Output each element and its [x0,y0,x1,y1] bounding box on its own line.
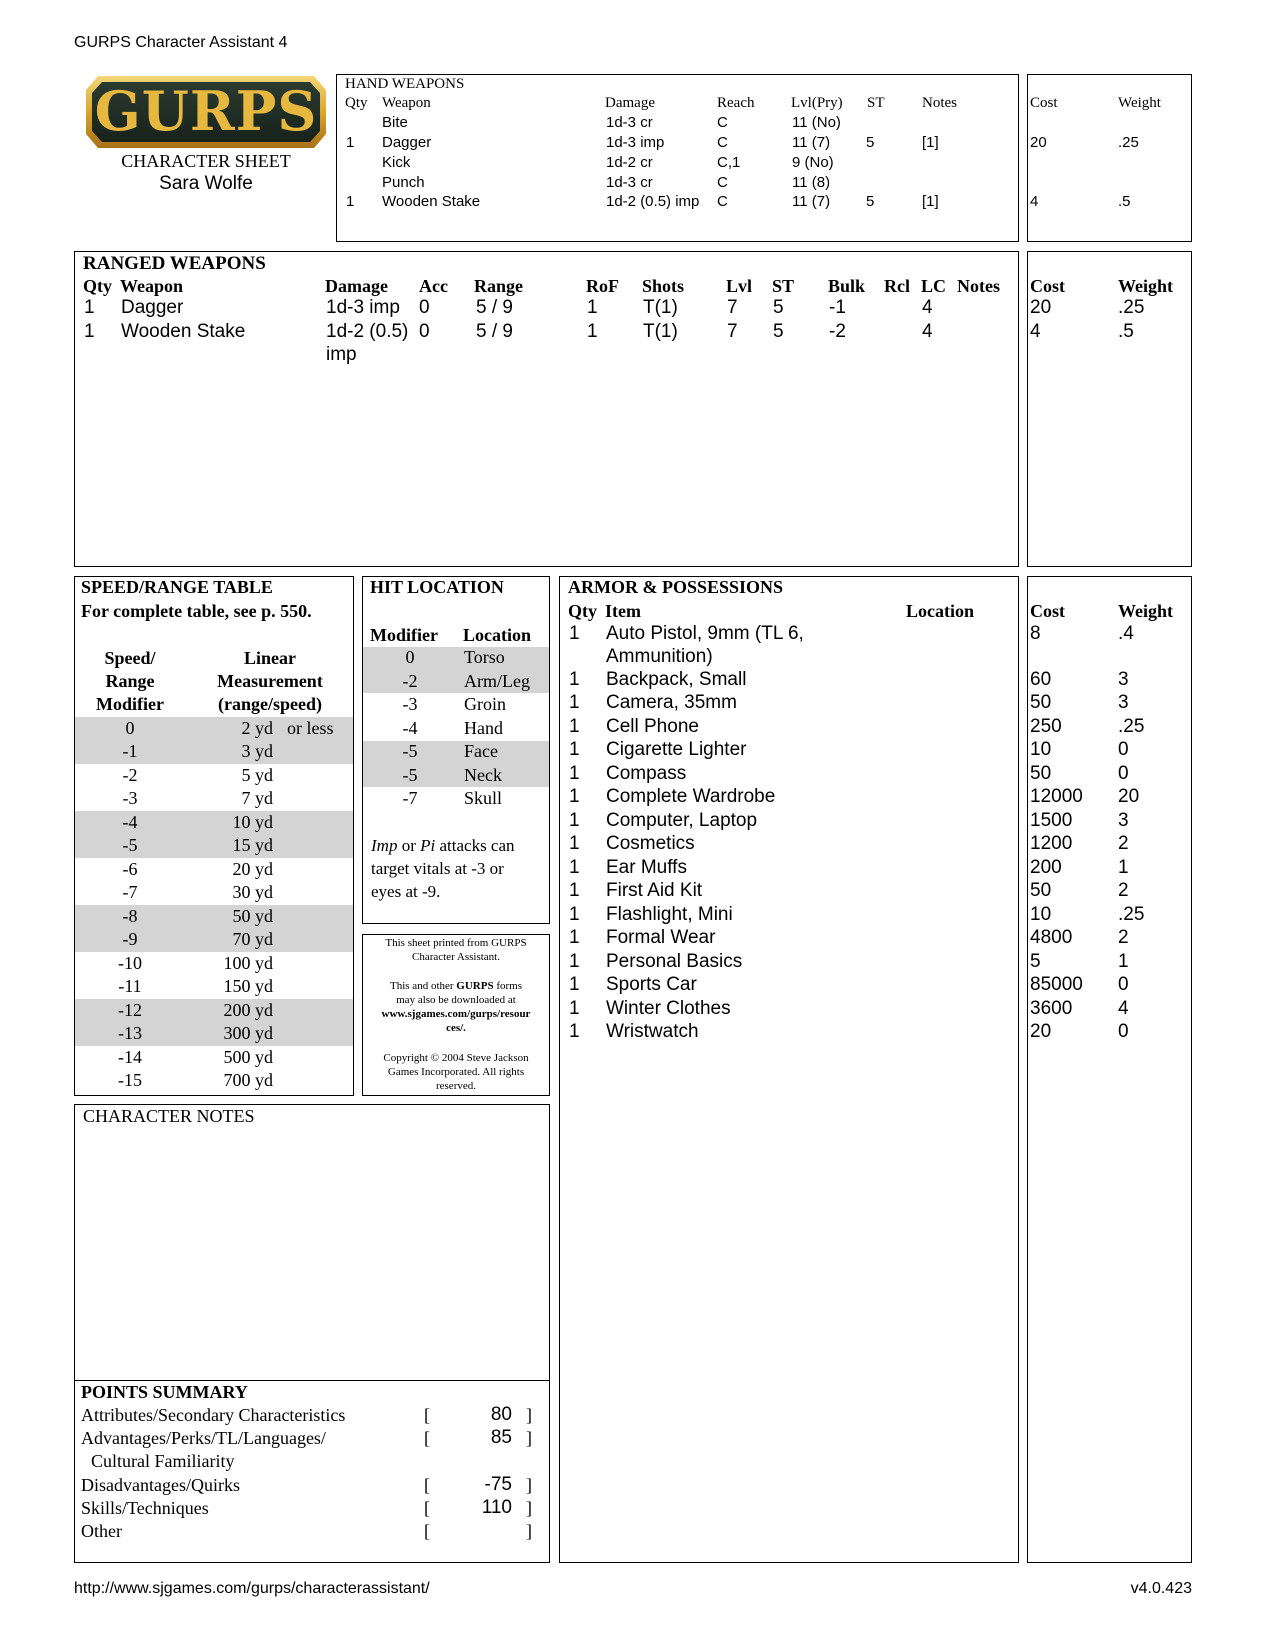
hw-lvl: 11 (7) [792,134,831,151]
rw-weight: .25 [1118,297,1145,318]
printed-note-l3c: forms [493,980,522,992]
printed-note-l4: may also be downloaded at [396,994,516,1006]
armor-weight: 0 [1118,763,1129,784]
sr-meas: 700 yd [223,1070,273,1090]
ranged-weapons-title: RANGED WEAPONS [83,253,266,274]
rw-weapon: Dagger [121,297,184,318]
rw-damage-line2: imp [326,344,357,365]
ps-value: 85 [490,1427,512,1448]
sr-mod: -13 [118,1023,142,1043]
printed-note-l5[interactable]: www.sjgames.com/gurps/resour [381,1008,531,1020]
hl-mod: -4 [402,718,418,738]
sr-mod: -8 [122,906,138,926]
rw-col-st: ST [772,276,795,296]
rw-rof: 1 [587,297,598,318]
hw-weapon: Punch [382,174,425,191]
hw-st: 5 [866,134,875,151]
sr-mod: -14 [118,1047,142,1067]
ps-open-bracket: [ [424,1498,430,1518]
armor-cost: 10 [1030,904,1052,925]
rw-cost: 20 [1030,297,1052,318]
sr-meas: 2 yd [241,718,273,738]
rw-lvl: 7 [727,321,738,342]
ranged-weapons-cost-panel [1027,251,1192,567]
rw-col-weight: Weight [1118,276,1174,296]
rw-qty: 1 [84,297,95,318]
armor-weight: 2 [1118,927,1129,948]
hw-cost: 4 [1030,193,1039,210]
sr-meas: 7 yd [241,788,273,808]
armor-cost: 85000 [1030,974,1083,995]
hw-damage: 1d-2 cr [606,154,653,171]
rw-st: 5 [773,321,784,342]
rw-col-shots: Shots [642,276,685,296]
hl-note-line2: target vitals at -3 or [371,859,504,878]
sr-meas: 3 yd [241,741,273,761]
hw-lvl: 11 (8) [792,174,831,191]
ps-close-bracket: ] [526,1521,532,1541]
armor-cost: 60 [1030,669,1052,690]
printed-note-l8: Games Incorporated. All rights [387,1066,525,1078]
character-notes-panel [74,1104,550,1381]
hw-col-lvl: Lvl(Pry) [791,95,843,111]
rw-range: 5 / 9 [476,321,513,342]
sr-meas: 30 yd [232,882,273,902]
rw-st: 5 [773,297,784,318]
ps-label: Skills/Techniques [81,1498,209,1518]
rw-col-acc: Acc [419,276,448,296]
rw-range: 5 / 9 [476,297,513,318]
hw-notes: [1] [922,193,939,210]
hw-weapon: Kick [382,154,411,171]
hl-loc: Neck [464,765,502,785]
armor-cost: 1500 [1030,810,1073,831]
gurps-logo [84,74,328,150]
hw-weapon: Wooden Stake [382,193,481,210]
sr-meas: 5 yd [241,765,273,785]
rw-cost: 4 [1030,321,1041,342]
armor-weight: 3 [1118,810,1129,831]
rw-acc: 0 [419,297,430,318]
hw-cost: 20 [1030,134,1047,151]
character-notes-title: CHARACTER NOTES [83,1106,255,1126]
hw-reach: C [717,134,728,151]
armor-qty: 1 [569,1021,580,1042]
rw-damage: 1d-3 imp [326,297,400,318]
armor-item: Ear Muffs [606,857,687,878]
armor-item: Compass [606,763,687,784]
sr-mod: -3 [122,788,138,808]
hw-lvl: 11 (No) [792,114,841,131]
footer-url[interactable]: http://www.sjgames.com/gurps/characterassistant/ [74,1580,430,1597]
sr-col1-l2: Range [105,671,155,691]
hw-reach: C,1 [717,154,741,171]
character-name: Sara Wolfe [159,173,253,194]
hl-col-loc: Location [463,625,532,645]
printed-note-l9: reserved. [435,1080,476,1092]
rw-qty: 1 [84,321,95,342]
rw-col-lvl: Lvl [726,276,753,296]
armor-cost: 50 [1030,692,1052,713]
armor-cost: 12000 [1030,786,1083,807]
hw-lvl: 11 (7) [792,193,831,210]
hw-col-cost: Cost [1030,95,1058,111]
hw-col-notes: Notes [922,95,957,111]
armor-col-item: Item [605,601,641,621]
sr-meas: 20 yd [232,859,273,879]
speed-range-title: SPEED/RANGE TABLE [81,577,273,597]
armor-weight: 1 [1118,857,1129,878]
armor-item: Cigarette Lighter [606,739,747,760]
sr-meas: 50 yd [232,906,273,926]
hw-damage: 1d-3 cr [606,114,653,131]
armor-item: Computer, Laptop [606,810,758,831]
armor-qty: 1 [569,623,580,644]
armor-qty: 1 [569,951,580,972]
hw-reach: C [717,174,728,191]
armor-weight: 2 [1118,880,1129,901]
armor-weight: 0 [1118,974,1129,995]
hl-loc: Hand [464,718,503,738]
ps-label: Advantages/Perks/TL/Languages/ [81,1428,326,1448]
armor-weight: 0 [1118,739,1129,760]
rw-col-lc: LC [921,276,947,296]
armor-cost: 20 [1030,1021,1052,1042]
armor-qty: 1 [569,810,580,831]
hw-weapon: Dagger [382,134,432,151]
sr-mod: -1 [122,741,138,761]
ps-open-bracket: [ [424,1428,430,1448]
ps-label: Other [81,1521,122,1541]
armor-qty: 1 [569,857,580,878]
points-summary-title: POINTS SUMMARY [81,1382,248,1402]
ps-label-line2: Cultural Familiarity [91,1451,235,1471]
ps-value: -75 [484,1474,512,1495]
speed-range-subtitle: For complete table, see p. 550. [81,601,312,621]
sheet-label: CHARACTER SHEET [121,151,291,171]
sr-meas: 100 yd [223,953,273,973]
armor-item: Flashlight, Mini [606,904,733,925]
rw-weight: .5 [1118,321,1134,342]
armor-item: Cell Phone [606,716,699,737]
armor-item: Formal Wear [606,927,716,948]
hw-col-st: ST [867,95,885,111]
armor-item: Sports Car [606,974,697,995]
hit-location-title: HIT LOCATION [370,577,504,597]
hl-loc: Face [464,741,498,761]
armor-item: Auto Pistol, 9mm (TL 6, [606,623,804,644]
hl-loc: Groin [464,694,506,714]
hw-lvl: 9 (No) [792,154,834,171]
hw-col-qty: Qty [345,95,368,111]
armor-qty: 1 [569,833,580,854]
armor-cost: 3600 [1030,998,1073,1019]
armor-cost: 1200 [1030,833,1073,854]
armor-cost: 5 [1030,951,1041,972]
armor-item: Backpack, Small [606,669,747,690]
ps-close-bracket: ] [526,1498,532,1518]
rw-weapon: Wooden Stake [121,321,246,342]
ps-open-bracket: [ [424,1405,430,1425]
armor-weight: 4 [1118,998,1129,1019]
armor-qty: 1 [569,669,580,690]
hl-note-line1 [371,836,515,856]
hl-note-pi: Pi [420,836,436,855]
hl-note-rest: attacks can [435,836,515,855]
hl-mod: -7 [402,788,418,808]
ps-value: 80 [490,1404,512,1425]
rw-lc: 4 [922,321,933,342]
armor-qty: 1 [569,786,580,807]
hl-mod: -2 [402,671,418,691]
armor-weight: 2 [1118,833,1129,854]
hw-weapon: Bite [382,114,408,131]
rw-damage: 1d-2 (0.5) [326,321,409,342]
sr-extra: or less [287,718,334,738]
armor-weight: 0 [1118,1021,1129,1042]
rw-shots: T(1) [643,297,678,318]
printed-note-l3b: GURPS [456,980,494,992]
hl-note-imp: Imp [371,836,398,855]
hw-col-reach: Reach [717,95,755,111]
sr-mod: -10 [118,953,142,973]
sr-meas: 200 yd [223,1000,273,1020]
hl-col-mod: Modifier [370,625,438,645]
armor-qty: 1 [569,974,580,995]
printed-note-l1: This sheet printed from GURPS [385,937,527,949]
sr-meas: 500 yd [223,1047,273,1067]
sr-mod: -7 [122,882,138,902]
armor-weight: .25 [1118,904,1145,925]
ps-close-bracket: ] [526,1405,532,1425]
hw-damage: 1d-3 imp [606,134,665,151]
printed-note-l6[interactable]: ces/. [446,1022,466,1034]
rw-col-notes: Notes [957,276,1000,296]
hw-notes: [1] [922,134,939,151]
ps-label: Attributes/Secondary Characteristics [81,1405,346,1425]
hl-loc: Torso [464,647,505,667]
hl-loc: Skull [464,788,503,808]
sr-meas: 70 yd [232,929,273,949]
rw-col-qty: Qty [83,276,112,296]
armor-item: Camera, 35mm [606,692,737,713]
armor-item: Wristwatch [606,1021,699,1042]
armor-item: First Aid Kit [606,880,703,901]
hw-damage: 1d-3 cr [606,174,653,191]
sr-col2-l1: Linear [244,648,296,668]
armor-qty: 1 [569,880,580,901]
sr-meas: 300 yd [223,1023,273,1043]
armor-cost: 250 [1030,716,1062,737]
ps-open-bracket: [ [424,1475,430,1495]
hw-qty: 1 [346,134,355,151]
hw-reach: C [717,114,728,131]
sr-mod: -11 [118,976,142,996]
hand-weapons-title: HAND WEAPONS [345,76,465,92]
printed-note-l3 [364,980,548,992]
sr-mod: -12 [118,1000,142,1020]
sr-meas: 15 yd [232,835,273,855]
hl-mod: -5 [402,741,418,761]
sr-mod: -2 [122,765,138,785]
rw-bulk: -1 [829,297,846,318]
armor-cost: 50 [1030,763,1052,784]
rw-shots: T(1) [643,321,678,342]
rw-col-bulk: Bulk [828,276,866,296]
armor-col-cost: Cost [1030,601,1065,621]
hw-weight: .25 [1118,134,1139,151]
sr-mod: -4 [122,812,138,832]
hand-weapons-panel [336,74,1019,242]
armor-item-line2: Ammunition) [606,646,713,667]
printed-note-l3a: This and other [390,980,457,992]
armor-item: Winter Clothes [606,998,731,1019]
rw-col-weapon: Weapon [120,276,184,296]
armor-title: ARMOR & POSSESSIONS [568,577,784,597]
rw-rof: 1 [587,321,598,342]
armor-weight: .25 [1118,716,1145,737]
hw-qty: 1 [346,193,355,210]
sr-col2-l3: (range/speed) [218,694,322,714]
armor-qty: 1 [569,763,580,784]
armor-qty: 1 [569,904,580,925]
sr-col1-l1: Speed/ [104,648,156,668]
ps-open-bracket: [ [424,1521,430,1541]
rw-lvl: 7 [727,297,738,318]
sr-col1-l3: Modifier [96,694,164,714]
armor-cost: 200 [1030,857,1062,878]
rw-col-damage: Damage [325,276,388,296]
armor-qty: 1 [569,739,580,760]
hw-col-weapon: Weapon [382,95,431,111]
armor-cost: 50 [1030,880,1052,901]
hl-note-or: or [397,836,421,855]
sr-mod: -15 [118,1070,142,1090]
armor-weight: 1 [1118,951,1129,972]
ps-close-bracket: ] [526,1475,532,1495]
footer-version: v4.0.423 [1130,1580,1192,1597]
sr-meas: 10 yd [232,812,273,832]
hw-st: 5 [866,193,875,210]
armor-cost: 8 [1030,623,1041,644]
hw-damage: 1d-2 (0.5) imp [606,193,700,210]
rw-col-range: Range [474,276,523,296]
hw-weight: .5 [1118,193,1131,210]
logo-text: GURPS [94,79,318,143]
rw-col-cost: Cost [1030,276,1065,296]
armor-weight: 3 [1118,669,1129,690]
armor-item: Personal Basics [606,951,743,972]
app-title: GURPS Character Assistant 4 [74,34,288,51]
rw-col-rcl: Rcl [884,276,910,296]
ps-label: Disadvantages/Quirks [81,1475,240,1495]
hw-reach: C [717,193,728,210]
rw-lc: 4 [922,297,933,318]
armor-qty: 1 [569,692,580,713]
rw-acc: 0 [419,321,430,342]
hl-mod: -5 [402,765,418,785]
armor-cost: 10 [1030,739,1052,760]
rw-col-rof: RoF [586,276,619,296]
hl-loc: Arm/Leg [464,671,530,691]
printed-note-l2: Character Assistant. [412,951,500,963]
armor-qty: 1 [569,998,580,1019]
ps-close-bracket: ] [526,1428,532,1448]
sr-col2-l2: Measurement [217,671,323,691]
sr-meas: 150 yd [223,976,273,996]
ranged-weapons-panel [74,251,1019,567]
hl-mod: -3 [402,694,418,714]
armor-qty: 1 [569,927,580,948]
hl-note-line3: eyes at -9. [371,882,441,901]
armor-cost: 4800 [1030,927,1073,948]
armor-col-location: Location [906,601,975,621]
sr-mod: -6 [122,859,138,879]
armor-item: Complete Wardrobe [606,786,776,807]
armor-weight: 20 [1118,786,1140,807]
armor-weight: 3 [1118,692,1129,713]
armor-weight: .4 [1118,623,1134,644]
sr-mod: 0 [125,718,135,738]
armor-qty: 1 [569,716,580,737]
printed-note-l7: Copyright © 2004 Steve Jackson [383,1052,529,1064]
armor-item: Cosmetics [606,833,695,854]
hl-mod: 0 [405,647,415,667]
rw-bulk: -2 [829,321,846,342]
armor-col-qty: Qty [568,601,597,621]
hw-col-weight: Weight [1118,95,1161,111]
hw-col-damage: Damage [605,95,655,111]
sr-mod: -5 [122,835,138,855]
sr-mod: -9 [122,929,138,949]
ps-value: 110 [481,1497,512,1518]
armor-col-weight: Weight [1118,601,1174,621]
